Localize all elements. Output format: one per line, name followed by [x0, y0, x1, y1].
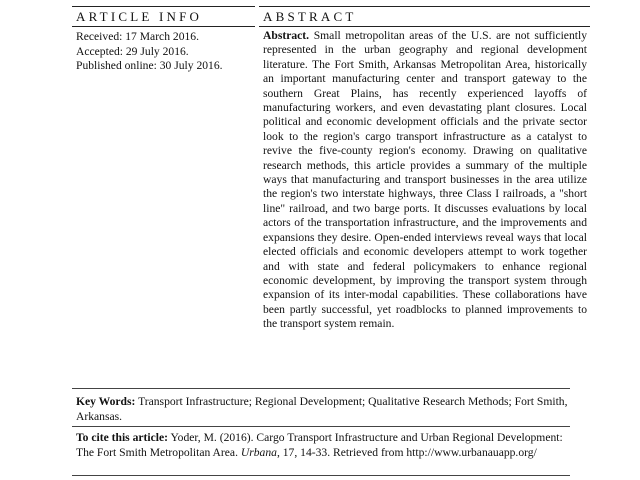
citation-text: Yoder, M. (2016). Cargo Transport Infrastructure and Urban Regional Development: The Fort Smith Metropolitan Area.: [76, 431, 563, 459]
citation-text-after[interactable]: , 17, 14-33. Retrieved from http://www.urbanauapp.org/: [276, 445, 537, 459]
abstract-body: Small metropolitan areas of the U.S. are not sufficiently represented in the urban geography and regional development literature. The Fort Smith, Arkansas Metropolitan Area, historically an important manufacturing center and transport gateway to the southern Great Plains, has recently experienced layoffs of manufacturing workers, and even devastating plant closures. Local political and economic development officials and the private sector look to the region's cargo transport infrastructure as a catalyst to revive the five-county region's economy. Drawing on qualitative research methods, this article provides a summary of the multiple ways that manufacturing and transport businesses in the area utilize the region's two interstate highways, three Class I railroads, a "short line" railroad, and two barge ports. It discusses evaluations by local actors of the transportation infrastructure, and the improvements and expansions they desire. Open-ended interviews reveal ways that local elected officials and economic developers attempt to work together and with state and federal policymakers to enhance regional economic development, by improving the transport system through expansion of its inter-modal capabilities. These collaborations have been partly successful, yet roadblocks to planned improvements to the transport system remain.: [263, 29, 587, 331]
accepted-date: Accepted: 29 July 2016.: [76, 44, 189, 58]
keywords-text: Transport Infrastructure; Regional Development; Qualitative Research Methods; Fort Smith, Arkansas.: [76, 395, 568, 423]
abstract-header-underline: [259, 26, 590, 27]
info-header-underline: [72, 26, 255, 27]
keywords-block: [76, 395, 568, 424]
abstract-lead: Abstract.: [263, 29, 310, 42]
citation-top-rule: [72, 426, 570, 427]
citation-journal: Urbana: [240, 445, 277, 459]
citation-label: To cite this article:: [76, 431, 168, 444]
info-header-rule: [72, 6, 255, 7]
article-info-heading: ARTICLE INFO: [76, 9, 203, 24]
article-info-column: [76, 30, 254, 74]
keywords-label: Key Words:: [76, 395, 136, 408]
abstract-heading: ABSTRACT: [263, 9, 357, 24]
citation-block: [76, 431, 568, 460]
citation-bottom-rule: [72, 475, 570, 476]
received-date: Received: 17 March 2016.: [76, 30, 199, 43]
published-date: Published online: 30 July 2016.: [76, 59, 223, 73]
abstract-text: [263, 29, 587, 332]
abstract-header-rule: [259, 6, 590, 7]
keywords-top-rule: [72, 388, 570, 389]
